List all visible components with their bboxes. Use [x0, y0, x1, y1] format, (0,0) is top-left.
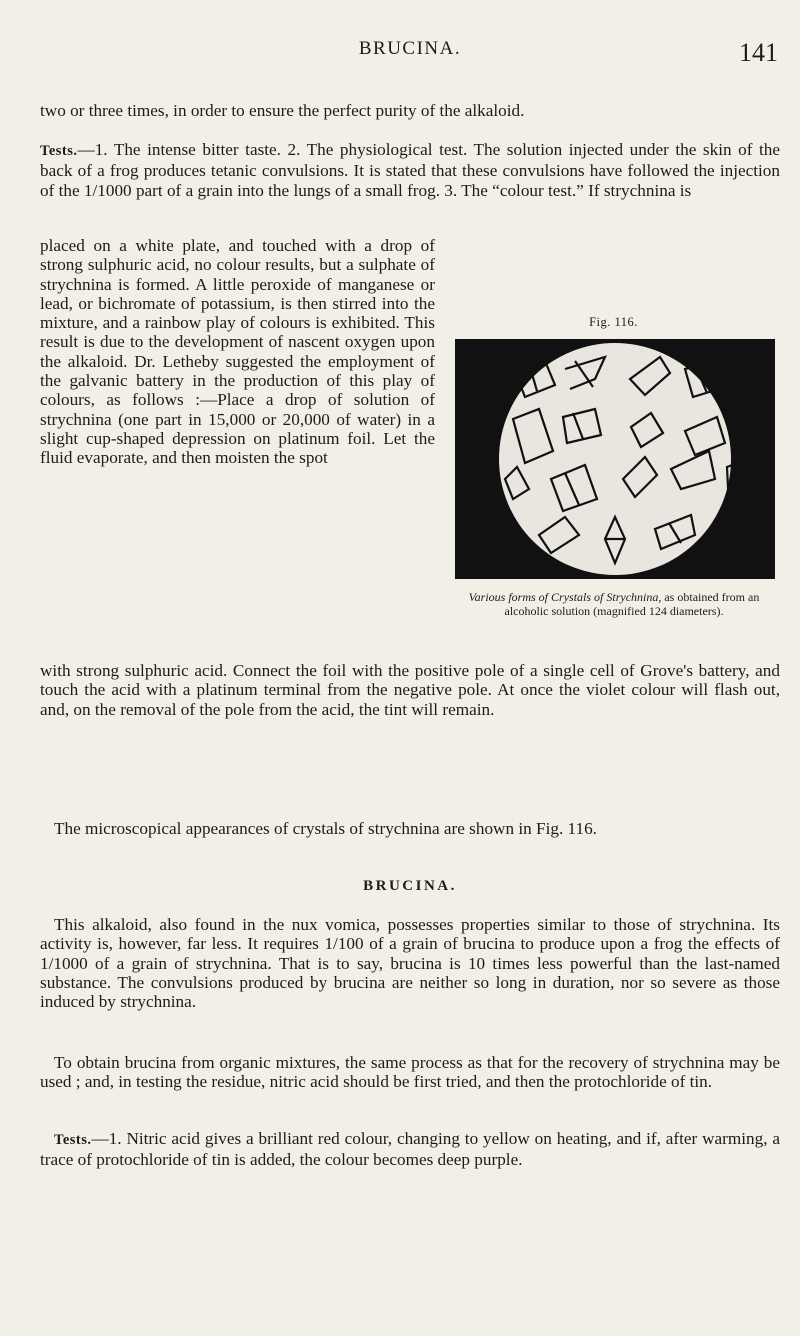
section-heading: BRUCINA. — [363, 878, 457, 894]
intro-text: two or three times, in order to ensure the perfect purity of the alkaloid. — [40, 101, 525, 120]
brucina-paragraph-2 — [40, 1053, 780, 1092]
colour-test-text: placed on a white plate, and touched with a drop of strong sulphuric acid, no colour results, but a sulphate of strychnina is formed. A little peroxide of manganese or lead, or bichromate of potassium, is then stirred into the mixture, and a rainbow play of colours is exhibited. This result is due to the development of nascent oxygen upon the alkaloid. Dr. Letheby suggested the employment of the galvanic battery in the production of this play of colours, as follows :—Place a drop of solution of strychnina (one part in 15,000 or 20,000 of water) in a slight cup-shaped depression on platinum foil. Let the fluid evaporate, and then moisten the spot — [40, 236, 435, 468]
brucina-tests-label: Tests. — [54, 1132, 92, 1148]
microscopy-paragraph — [40, 819, 780, 838]
brucina-text-1: This alkaloid, also found in the nux vomica, possesses properties similar to those of strychnina. Its activity is, however, far less. It requires 1/100 of a grain of brucina to produce upon a frog the effects of 1/1000 of a grain of strychnina. That is to say, brucina is 10 times less powerful than the last-named substance. The convulsions produced by brucina are neither so long in duration, nor so severe as those induced by strychnina. — [40, 915, 780, 1012]
figure-label: Fig. 116. — [589, 315, 638, 329]
brucina-text-2: To obtain brucina from organic mixtures, the same process as that for the recovery of strychnina may be used ; and, in testing the residue, nitric acid should be first tried, and then the protochloride of tin. — [40, 1053, 780, 1092]
brucina-tests-text: —1. Nitric acid gives a brilliant red colour, changing to yellow on heating, and if, after warming, a trace of protochloride of tin is added, the colour becomes deep purple. — [40, 1129, 780, 1170]
colour-test-wrap — [40, 236, 435, 468]
microscopy-text: The microscopical appearances of crystals of strychnina are shown in Fig. 116. — [54, 819, 597, 838]
tests-label: Tests. — [40, 143, 78, 159]
intro-paragraph — [40, 101, 780, 120]
page-number: 141 — [739, 38, 778, 67]
page-header — [40, 38, 780, 78]
caption-rest: as obtained from an alcoholic solution (magnified 124 diameters). — [504, 590, 760, 618]
brucina-tests-paragraph — [40, 1129, 780, 1170]
battery-paragraph — [40, 661, 780, 719]
tests-paragraph — [40, 140, 780, 200]
caption-italic: Various forms of Crystals of Strychnina, — [468, 590, 662, 604]
tests-text: —1. The intense bitter taste. 2. The physiological test. The solution injected under the skin of the back of a frog produces tetanic convulsions. It is stated that these convulsions have followed the injection of the 1/1000 part of a grain into the lungs of a small frog. 3. The “colour test.” If strychnina is — [40, 140, 780, 200]
figure-caption — [449, 590, 779, 618]
brucina-paragraph-1 — [40, 915, 780, 1011]
running-head: BRUCINA. — [358, 38, 462, 59]
battery-text: with strong sulphuric acid. Connect the foil with the positive pole of a single cell of Grove's battery, and touch the acid with a platinum terminal from the negative pole. At once the violet colour will flash out, and, on the removal of the pole from the acid, the tint will remain. — [40, 661, 780, 719]
crystal-micrograph — [455, 339, 775, 579]
crystal-drawing — [455, 339, 775, 579]
figure-116 — [447, 315, 780, 638]
